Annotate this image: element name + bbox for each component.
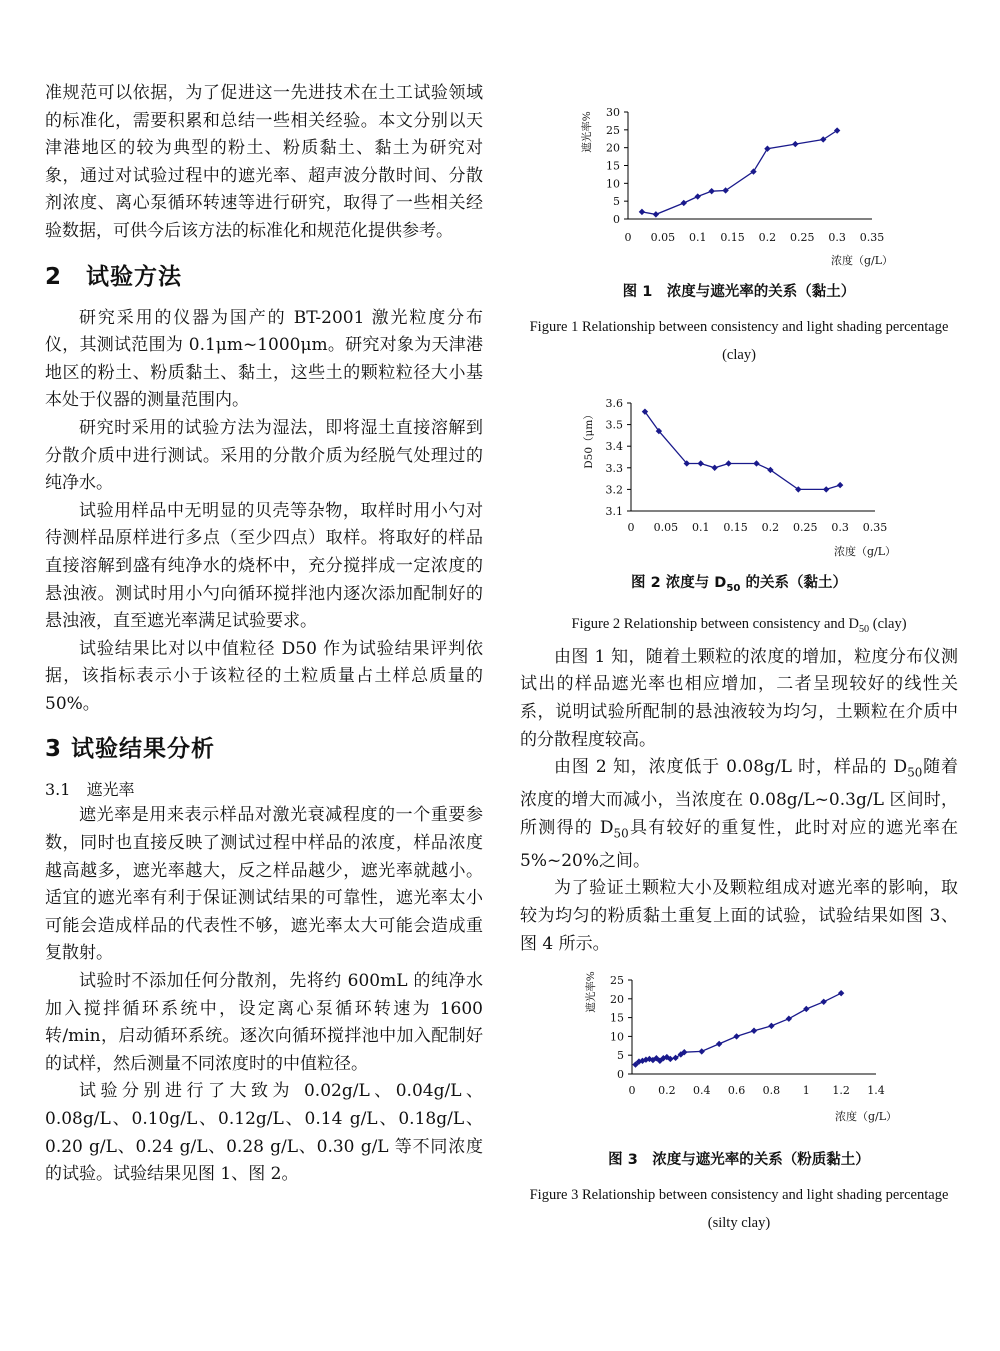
s2-paragraph-3: 试验用样品中无明显的贝壳等杂物，取样时用小勺对待测样品原样进行多点（至少四点）取样。将取好的样品直接溶解到盛有纯净水的烧杯中，充分搅拌成一定浓度的悬浊液。测试时用小勺向循环搅拌池内逐次添加配制好的悬浊液，直至遮光率满足试验要求。 [45,500,483,632]
right-paragraph-2 [520,754,958,875]
series-line [645,412,840,490]
fig2-caption-en-post: (clay) [869,615,907,632]
s2-paragraph-1: 研究采用的仪器为国产的 BT-2001 激光粒度分布仪，其测试范围为 0.1μm~1000μm。研究对象为天津港地区的粉土、粉质黏土、黏土，这些土的颗粒粒径大小基本处于仪器的测量范围内。 [45,307,483,411]
data-point [834,127,840,133]
x-tick-label: 0.35 [862,521,888,534]
data-point [821,999,827,1005]
data-point [699,1048,705,1054]
x-tick-label: 0.05 [650,231,676,244]
fig2-caption-zh-post: 的关系（黏土） [740,575,847,591]
figure-3-caption-zh: 图 3 浓度与遮光率的关系（粉质黏土） [608,1152,870,1169]
x-tick-label: 0.1 [688,231,707,244]
x-tick-label: 0.2 [761,521,780,534]
right-paragraph-3: 为了验证土颗粒大小及颗粒组成对遮光率的影响，取较为均匀的粉质黏土重复上面的试验，试验结果如图 3、图 4 所示。 [520,878,958,954]
y-tick-label: 3.5 [605,418,623,432]
data-point [838,990,844,996]
x-tick-label: 0.25 [790,231,815,244]
y-tick-label: 20 [610,992,624,1006]
x-tick-label: 0.25 [793,521,818,534]
left-column [45,80,483,1189]
chart-2-svg [520,383,958,563]
data-point [639,209,645,215]
figure-3 [520,970,958,1237]
y-axis-label: 遮光率% [581,111,593,153]
s31-paragraph-2: 试验时不添加任何分散剂，先将约 600mL 的纯净水加入搅拌循环系统中，设定离心泵循环转速为 1600 转/min，启动循环系统。逐次向循环搅拌池中加入配制好的试样，然后测量不同浓度时的中值粒径。 [45,971,483,1074]
data-point [733,1033,739,1039]
data-point [716,1041,722,1047]
intro-paragraph: 准规范可以依据，为了促进这一先进技术在土工试验领域的标准化，需要积累和总结一些相关经验。本文分别以天津港地区的较为典型的粉土、粉质黏土、黏土为研究对象，通过对试验过程中的遮光率、超声波分散时间、分散剂浓度、离心泵循环转速等进行研究，取得了一些相关经验数据，可供今后该方法的标准化和规范化提供参考。 [45,83,483,241]
x-tick-label: 0.2 [658,1084,676,1098]
data-point [725,460,731,466]
s2-paragraph-4: 试验结果比对以中值粒径 D50 作为试验结果评判依据，该指标表示小于该粒径的土粒质量占土样总质量的 50%。 [45,638,483,714]
figure-2-caption-zh [520,571,958,594]
x-tick-label: 1 [802,1084,810,1098]
fig2-caption-en-pre: Figure 2 Relationship between consistency and D [571,615,859,632]
data-point [753,460,759,466]
y-tick-label: 10 [610,1030,624,1044]
figure-2-caption-en [520,610,958,644]
y-tick-label: 25 [606,123,620,137]
x-tick-label: 1.4 [867,1084,885,1098]
x-tick-label: 0.05 [653,521,679,534]
x-tick-label: 0.2 [758,231,777,244]
x-tick-label: 0 [628,1084,636,1098]
y-tick-label: 5 [617,1049,624,1063]
section-2-title: 2 试验方法 [45,263,183,290]
data-point [681,200,687,206]
data-point [786,1016,792,1022]
y-axis-label: D50（μm） [583,409,595,469]
series-line [642,131,837,215]
y-tick-label: 0 [617,1068,624,1082]
p2-part-a: 由图 2 知，浓度低于 0.08g/L 时，样品的 D [554,757,908,778]
x-tick-label: 0.1 [691,521,710,534]
figure-3-caption-en: Figure 3 Relationship between consistency and light shading percentage (silty clay) [529,1187,949,1232]
data-point [764,146,770,152]
data-point [823,486,829,492]
x-axis-label: 浓度（g/L） [833,545,897,558]
s2-paragraph-2: 研究时采用的试验方法为湿法，即将湿土直接溶解到分散介质中进行测试。采用的分散介质为经脱气处理过的纯净水。 [45,417,483,494]
x-tick-label: 0.6 [727,1084,746,1098]
p2-part-c: 具有较好的重复性，此时对应的遮光率在 5%~20%之间。 [520,817,958,871]
s31-paragraph-1: 遮光率是用来表示样品对激光衰减程度的一个重要参数，同时也直接反映了测试过程中样品的浓度，样品浓度越高越多，遮光率越大，反之样品越少，遮光率就越小。适宜的遮光率有利于保证测试结果的可靠性，遮光率太小可能会造成样品的代表性不够，遮光率太大可能会造成重复散射。 [45,805,483,964]
x-tick-label: 0.35 [859,231,885,244]
y-tick-label: 15 [610,1011,624,1025]
y-tick-label: 3.1 [605,505,623,518]
fig2-caption-zh-sub: 50 [726,582,741,594]
chart-3-svg [520,970,958,1140]
figure-1-caption-en: Figure 1 Relationship between consistency and light shading percentage (clay) [529,319,949,363]
x-tick-label: 0.3 [828,231,846,244]
section-3-title: 3 试验结果分析 [45,736,216,763]
data-point [751,1028,757,1034]
data-point [768,1023,774,1029]
x-tick-label: 0 [627,521,635,534]
figure-1-caption-zh: 图 1 浓度与遮光率的关系（黏土） [622,284,856,300]
data-point [653,211,659,217]
y-tick-label: 20 [606,141,620,155]
fig2-caption-zh-pre: 图 2 浓度与 D [631,575,727,591]
series-line [636,993,842,1064]
y-tick-label: 15 [606,159,620,173]
y-tick-label: 0 [613,213,620,226]
p2-part-b: 随着浓度的增大而减小，当浓度在 0.08g/L~0.3g/L 区间时，所测得的 D [520,757,959,838]
x-tick-label: 0 [624,231,632,244]
data-point [803,1006,809,1012]
y-tick-label: 5 [613,195,620,209]
figure-1 [520,92,958,369]
data-point [708,188,714,194]
x-tick-label: 0.8 [762,1084,781,1098]
y-tick-label: 10 [606,177,620,191]
y-tick-label: 25 [610,974,624,988]
x-tick-label: 0.3 [831,521,849,534]
data-point [792,141,798,147]
right-paragraph-1: 由图 1 知，随着土颗粒的浓度的增加，粒度分布仪测试出的样品遮光率也相应增加，二者呈现较好的线性关系，说明试验所配制的悬浊液较为均匀，土颗粒在介质中的分散程度较高。 [520,646,958,750]
subsection-3-1-title: 3.1 遮光率 [45,780,135,800]
x-axis-label: 浓度（g/L） [830,254,894,267]
x-axis-label: 浓度（g/L） [834,1110,898,1124]
x-tick-label: 0.15 [723,521,748,534]
y-tick-label: 3.4 [605,440,623,454]
x-tick-label: 1.2 [832,1084,850,1098]
data-point [820,136,826,142]
data-point [695,193,701,199]
right-column [520,92,958,1237]
y-tick-label: 3.3 [605,461,623,475]
fig2-caption-en-sub: 50 [858,623,870,635]
chart-1-svg [520,92,958,272]
x-tick-label: 0.4 [692,1084,711,1098]
y-tick-label: 3.6 [605,397,623,410]
x-tick-label: 0.15 [720,231,745,244]
figure-2 [520,383,958,644]
data-point [711,465,717,471]
p2-sub-1: 50 [907,765,923,780]
data-point [837,482,843,488]
s31-paragraph-3: 试验分别进行了大致为 0.02g/L、0.04g/L、0.08g/L、0.10g/L、0.12g/L、0.14 g/L、0.18g/L、0.20 g/L、0.24 g/L、0.28 g/L、0.30 g/L 等不同浓度的试验。试验结果见图 1、图 2。 [45,1081,483,1185]
y-tick-label: 3.2 [605,483,623,497]
y-axis-label: 遮光率% [585,971,597,1013]
y-tick-label: 30 [606,106,620,119]
p2-sub-2: 50 [613,826,629,841]
data-point [698,460,704,466]
